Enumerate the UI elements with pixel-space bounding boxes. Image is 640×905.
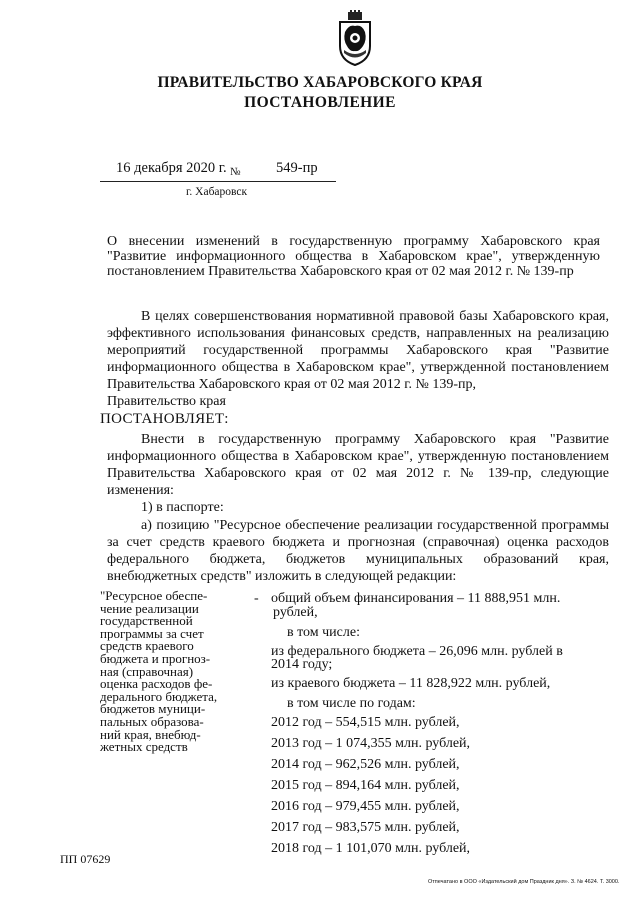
value-line: в том числе:: [287, 625, 360, 640]
organization-title: ПРАВИТЕЛЬСТВО ХАБАРОВСКОГО КРАЯ: [157, 74, 483, 91]
value-line: 2012 год – 554,515 млн. рублей,: [271, 715, 460, 730]
value-line: 2018 год – 1 101,070 млн. рублей,: [271, 841, 471, 856]
value-line: из федерального бюджета – 26,096 млн. рублей в: [271, 644, 563, 659]
preamble-paragraph: [107, 308, 609, 410]
label-line: ний края, внебюд-: [100, 726, 201, 742]
value-line: 2017 год – 983,575 млн. рублей,: [271, 820, 460, 835]
separator-dash: -: [254, 591, 259, 606]
value-line: общий объем финансирования – 11 888,951 млн.: [271, 591, 561, 606]
label-line: "Ресурсное обеспе-: [100, 588, 208, 603]
label-line: оценка расходов фе-: [100, 676, 213, 692]
passport-item: 1) в паспорте:: [141, 500, 224, 515]
printer-imprint: Отпечатано в ООО «Издательский дом Праздник дня». З. № 4624. Т. 3000.: [428, 879, 620, 885]
preamble-tail: Правительство края: [107, 394, 226, 409]
label-line: жетных средств: [100, 739, 188, 755]
label-line: пальных образова-: [100, 713, 204, 729]
amendment-paragraph: Внести в государственную программу Хабаровского края "Развитие информационного общества в Хабаровском крае", утвержденную постановлением Правительства Хабаровского края от 02 мая 2012 г. № 139-пр, следующие изменения:: [107, 432, 609, 498]
resource-position-label: [100, 590, 242, 754]
value-line: 2014 год – 962,526 млн. рублей,: [271, 757, 460, 772]
label-line: бюджетов муници-: [100, 701, 206, 717]
city: г. Хабаровск: [186, 186, 248, 198]
value-line: 2016 год – 979,455 млн. рублей,: [271, 799, 460, 814]
document-number: 549-пр: [276, 160, 318, 176]
label-line: бюджета и прогноз-: [100, 650, 211, 666]
value-line: 2013 год – 1 074,355 млн. рублей,: [271, 736, 471, 751]
decree-heading: ПОСТАНОВЛЯЕТ:: [100, 411, 229, 427]
value-line: рублей,: [273, 605, 318, 620]
date-underline: [100, 181, 336, 182]
label-line: программы за счет: [100, 625, 204, 641]
label-line: ная (справочная): [100, 663, 194, 679]
number-label: №: [230, 166, 241, 178]
label-line: государственной: [100, 613, 193, 629]
value-line: 2015 год – 894,164 млн. рублей,: [271, 778, 460, 793]
position-paragraph: а) позицию "Ресурсное обеспечение реализации государственной программы за счет средств краевого бюджета и прогнозная (справочная) оценка расходов федерального бюджета, бюджетов муниципальных образований края, внебюджетных средств" изложить в следующей редакции:: [107, 518, 609, 584]
coat-of-arms-icon: [336, 10, 374, 66]
preamble-text: В целях совершенствования нормативной правовой базы Хабаровского края, эффективного использования финансовых средств, направленных на реализацию мероприятий государственной программы Хабаровского края "Развитие информационного общества в Хабаровском крае", утвержденной постановлением Правительства Хабаровского края от 02 мая 2012 г. № 139-пр,: [107, 309, 609, 392]
value-line: в том числе по годам:: [287, 696, 416, 711]
value-line: 2014 году;: [271, 657, 333, 672]
label-line: средств краевого: [100, 638, 194, 654]
document-code: ПП 07629: [60, 852, 111, 866]
value-line: из краевого бюджета – 11 828,922 млн. рублей,: [271, 676, 551, 691]
document-date: 16 декабря 2020 г.: [116, 160, 227, 176]
label-line: чение реализации: [100, 600, 199, 616]
label-line: дерального бюджета,: [100, 688, 218, 704]
document-type: ПОСТАНОВЛЕНИЕ: [244, 94, 396, 111]
document-subject: О внесении изменений в государственную программу Хабаровского края "Развитие информационного общества в Хабаровском крае", утвержденную постановлением Правительства Хабаровского края от 02 мая 2012 г. № 139-пр: [107, 234, 600, 279]
